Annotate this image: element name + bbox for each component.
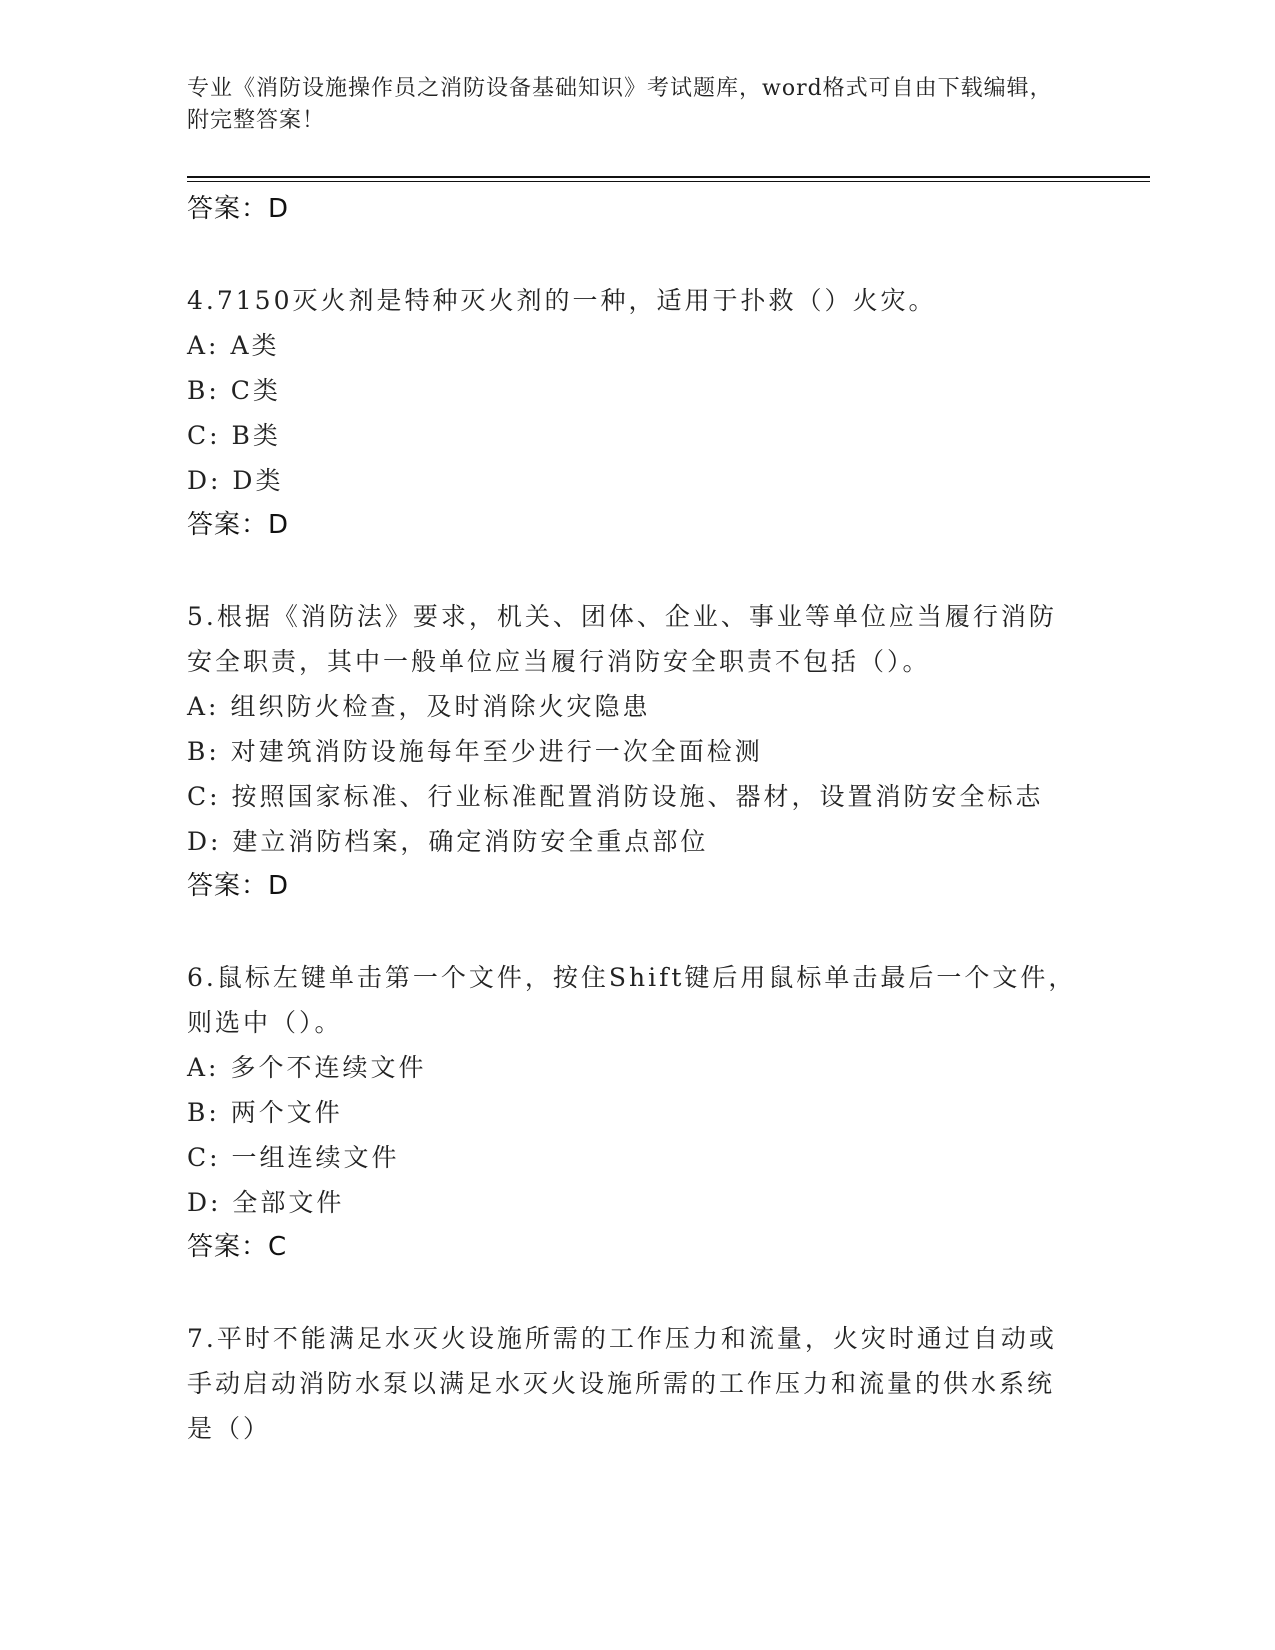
question-text: 6.鼠标左键单击第一个文件，按住Shift键后用鼠标单击最后一个文件，则选中（）。 (187, 963, 1077, 1037)
option-b (187, 1090, 1077, 1135)
question-block (187, 278, 1077, 548)
option-key: C: (187, 1143, 221, 1172)
option-text: B类 (231, 421, 281, 450)
option-key: D: (187, 827, 222, 856)
page-header: 专业《消防设施操作员之消防设备基础知识》考试题库，word格式可自由下载编辑，附完整答案！ (187, 76, 1053, 133)
option-text: 一组连续文件 (231, 1143, 400, 1172)
option-d (187, 819, 1077, 864)
option-text: 组织防火检查，及时消除火灾隐患 (230, 692, 651, 721)
header-rule-thin (187, 181, 1150, 182)
option-text: D类 (232, 466, 284, 495)
question-text: 7.平时不能满足水灭火设施所需的工作压力和流量，火灾时通过自动或手动启动消防水泵以满足水灭火设施所需的工作压力和流量的供水系统是（） (187, 1324, 1057, 1443)
option-b (187, 368, 1077, 413)
option-text: 两个文件 (230, 1098, 343, 1127)
option-key: A: (187, 1053, 220, 1082)
answer-line: 答案：D (187, 194, 290, 224)
answer-line: 答案：D (187, 871, 290, 901)
question-block (187, 594, 1077, 909)
answer-line: 答案：D (187, 510, 290, 540)
option-d (187, 458, 1077, 503)
document-body (187, 187, 1077, 1451)
option-a (187, 323, 1077, 368)
option-key: C: (187, 421, 221, 450)
option-c (187, 774, 1077, 819)
option-text: 建立消防档案，确定消防安全重点部位 (232, 827, 709, 856)
option-key: C: (187, 782, 221, 811)
question-block (187, 1316, 1077, 1451)
option-key: A: (187, 331, 220, 360)
option-key: D: (187, 466, 222, 495)
option-key: D: (187, 1188, 222, 1217)
question-text: 5.根据《消防法》要求，机关、团体、企业、事业等单位应当履行消防安全职责，其中一般单位应当履行消防安全职责不包括（）。 (187, 602, 1057, 676)
option-text: 对建筑消防设施每年至少进行一次全面检测 (230, 737, 763, 766)
option-d (187, 1180, 1077, 1225)
option-text: 多个不连续文件 (230, 1053, 427, 1082)
option-c (187, 1135, 1077, 1180)
option-text: 全部文件 (232, 1188, 345, 1217)
option-key: A: (187, 692, 220, 721)
option-text: A类 (230, 331, 280, 360)
option-text: 按照国家标准、行业标准配置消防设施、器材，设置消防安全标志 (231, 782, 1044, 811)
option-a (187, 684, 1077, 729)
option-c (187, 413, 1077, 458)
question-text: 4.7150灭火剂是特种灭火剂的一种，适用于扑救（）火灾。 (187, 286, 937, 315)
option-key: B: (187, 1098, 220, 1127)
question-block (187, 955, 1077, 1270)
answer-line: 答案：C (187, 1232, 288, 1262)
option-a (187, 1045, 1077, 1090)
option-key: B: (187, 737, 220, 766)
option-b (187, 729, 1077, 774)
option-key: B: (187, 376, 220, 405)
option-text: C类 (230, 376, 281, 405)
header-rule-thick (187, 176, 1150, 178)
